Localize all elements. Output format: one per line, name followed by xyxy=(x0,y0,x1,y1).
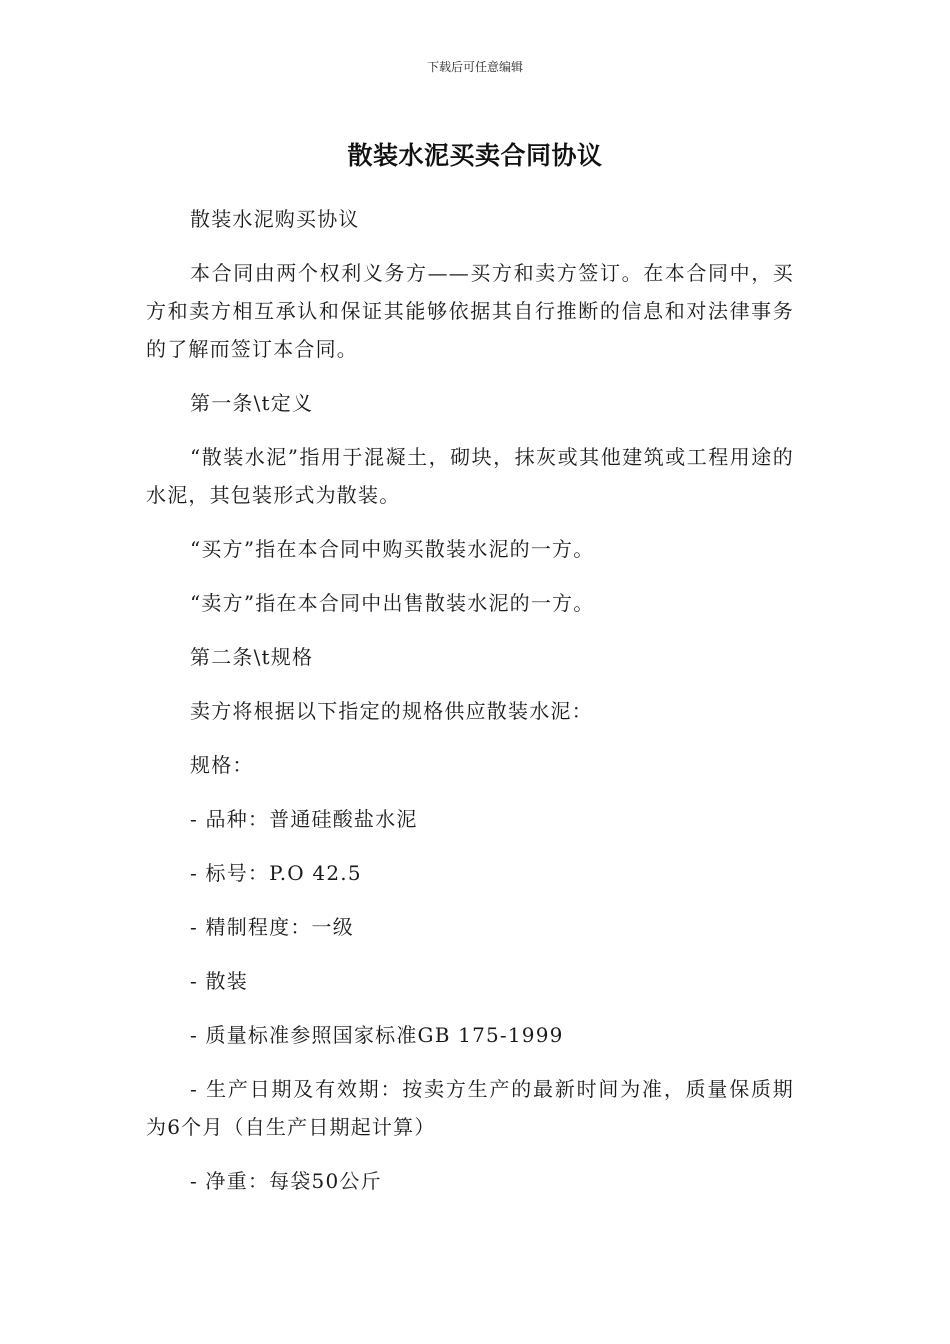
paragraph-spec-label: 规格： xyxy=(190,753,254,777)
section-heading-specifications: 第二条\t规格 xyxy=(190,645,314,669)
spec-item-date-validity: - 生产日期及有效期：按卖方生产的最新时间为准，质量保质期为6个月（自生产日期起计算） xyxy=(146,1077,794,1139)
spec-item-bulk: - 散装 xyxy=(190,969,248,993)
spec-item-net-weight: - 净重：每袋50公斤 xyxy=(190,1169,382,1193)
paragraph-definition-cement: “散装水泥”指用于混凝土，砌块，抹灰或其他建筑或工程用途的水泥，其包装形式为散装。 xyxy=(146,445,794,507)
header-note: 下载后可任意编辑 xyxy=(426,60,523,74)
paragraph-subtitle: 散装水泥购买协议 xyxy=(190,207,360,231)
spec-item-grade: - 标号：P.O 42.5 xyxy=(190,861,362,885)
section-heading-definitions: 第一条\t定义 xyxy=(190,391,314,415)
paragraph-spec-intro: 卖方将根据以下指定的规格供应散装水泥： xyxy=(190,699,593,723)
document-title: 散装水泥买卖合同协议 xyxy=(347,141,603,170)
spec-item-fineness: - 精制程度：一级 xyxy=(190,915,354,939)
paragraph-definition-buyer: “买方”指在本合同中购买散装水泥的一方。 xyxy=(190,537,595,561)
paragraph-definition-seller: “卖方”指在本合同中出售散装水泥的一方。 xyxy=(190,591,595,615)
document-body xyxy=(146,200,794,1216)
paragraph-intro: 本合同由两个权利义务方——买方和卖方签订。在本合同中，买方和卖方相互承认和保证其能够依据其自行推断的信息和对法律事务的了解而签订本合同。 xyxy=(146,261,794,361)
spec-item-standard: - 质量标准参照国家标准GB 175-1999 xyxy=(190,1023,564,1047)
spec-item-variety: - 品种：普通硅酸盐水泥 xyxy=(190,807,418,831)
